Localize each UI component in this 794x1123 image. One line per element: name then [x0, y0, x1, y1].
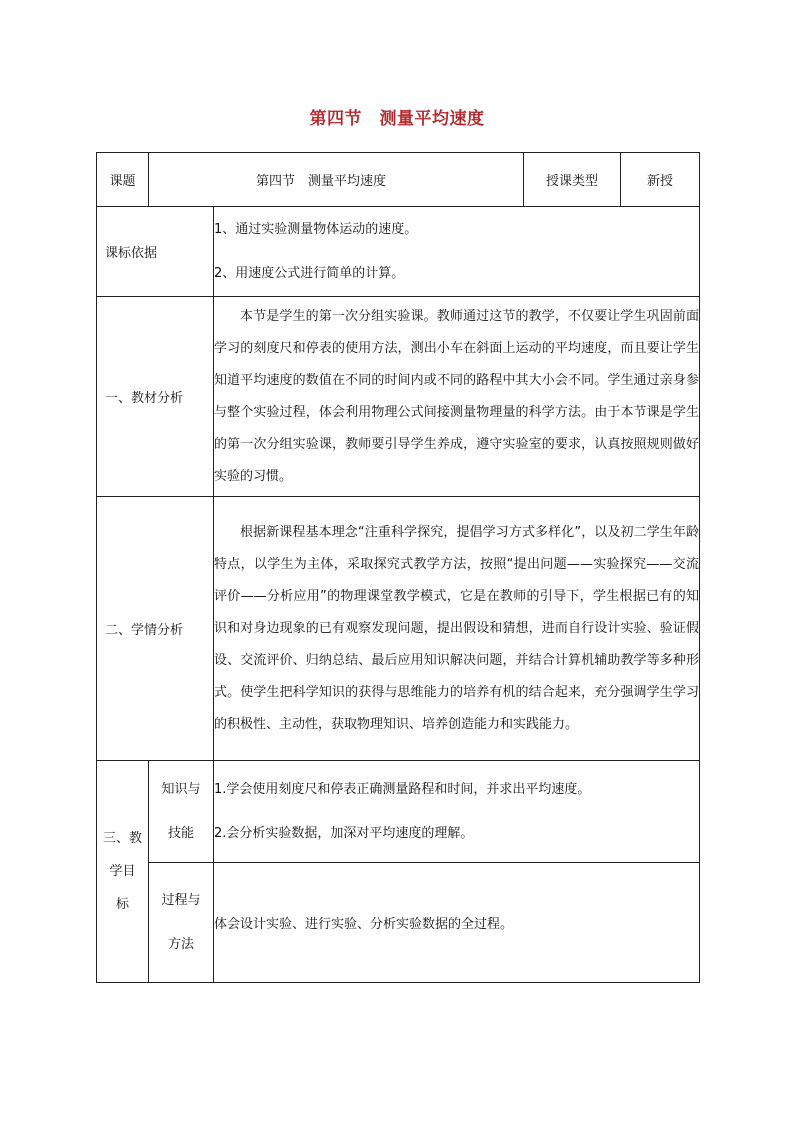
process-label-line: 过程与	[161, 892, 201, 908]
teaching-goals-label	[97, 761, 149, 983]
teaching-goals-label-line: 学目	[109, 864, 136, 879]
knowledge-skills-content	[214, 761, 700, 863]
knowledge-item: 1.学会使用刻度尺和停表正确测量路程和时间，并求出平均速度。	[214, 781, 591, 797]
basis-item: 2、用速度公式进行简单的计算。	[214, 265, 405, 281]
topic-value: 第四节 测量平均速度	[149, 153, 524, 207]
knowledge-item: 2.会分析实验数据，加深对平均速度的理解。	[214, 825, 474, 841]
knowledge-skills-label	[149, 761, 214, 863]
curriculum-basis-label: 课标依据	[97, 207, 214, 297]
learner-analysis-text: 根据新课程基本理念“注重科学探究，提倡学习方式多样化”，以及初二学生年龄特点，以学生为主体，采取探究式教学方法，按照“提出问题——实验探究——交流评价——分析应用”的物理课堂教学模式，它是在教师的引导下，学生根据已有的知识和对身边现象的已有观察发现问题，提出假设和猜想，进而自行设计实验、验证假设、交流评价、归纳总结、最后应用知识解决问题，并结合计算机辅助教学等多种形式。使学生把科学知识的获得与思维能力的培养有机的结合起来，充分强调学生学习的积极性、主动性，获取物理知识、培养创造能力和实践能力。	[214, 524, 700, 732]
lesson-type-value: 新授	[621, 153, 700, 207]
textbook-analysis-row	[97, 297, 700, 497]
lesson-type-label: 授课类型	[524, 153, 621, 207]
curriculum-basis-content	[214, 207, 700, 297]
teaching-goals-label-line: 标	[115, 897, 129, 912]
knowledge-label-line: 技能	[167, 825, 194, 841]
topic-label: 课题	[97, 153, 149, 207]
lesson-plan-table	[96, 152, 700, 983]
header-row	[97, 153, 700, 207]
textbook-analysis-label: 一、教材分析	[97, 297, 214, 497]
textbook-analysis-content	[214, 297, 700, 497]
curriculum-basis-row	[97, 207, 700, 297]
page-title: 第四节 测量平均速度	[309, 109, 485, 129]
knowledge-label-line: 知识与	[161, 781, 201, 797]
process-methods-row	[97, 863, 700, 983]
textbook-analysis-text: 本节是学生的第一次分组实验课。教师通过这节的教学，不仅要让学生巩固前面学习的刻度尺和停表的使用方法，测出小车在斜面上运动的平均速度，而且要让学生知道平均速度的数值在不同的时间内或不同的路程中其大小会不同。学生通过亲身参与整个实验过程，体会利用物理公式间接测量物理量的科学方法。由于本节课是学生的第一次分组实验课，教师要引导学生养成，遵守实验室的要求，认真按照规则做好实验的习惯。	[214, 308, 700, 484]
learner-analysis-content	[214, 497, 700, 761]
basis-item: 1、通过实验测量物体运动的速度。	[214, 221, 418, 237]
process-label-line: 方法	[167, 936, 194, 952]
process-methods-label	[149, 863, 214, 983]
knowledge-skills-row	[97, 761, 700, 863]
teaching-goals-label-line: 三、教	[102, 831, 142, 846]
learner-analysis-label: 二、学情分析	[97, 497, 214, 761]
learner-analysis-row	[97, 497, 700, 761]
process-methods-content: 体会设计实验、进行实验、分析实验数据的全过程。	[214, 863, 700, 983]
